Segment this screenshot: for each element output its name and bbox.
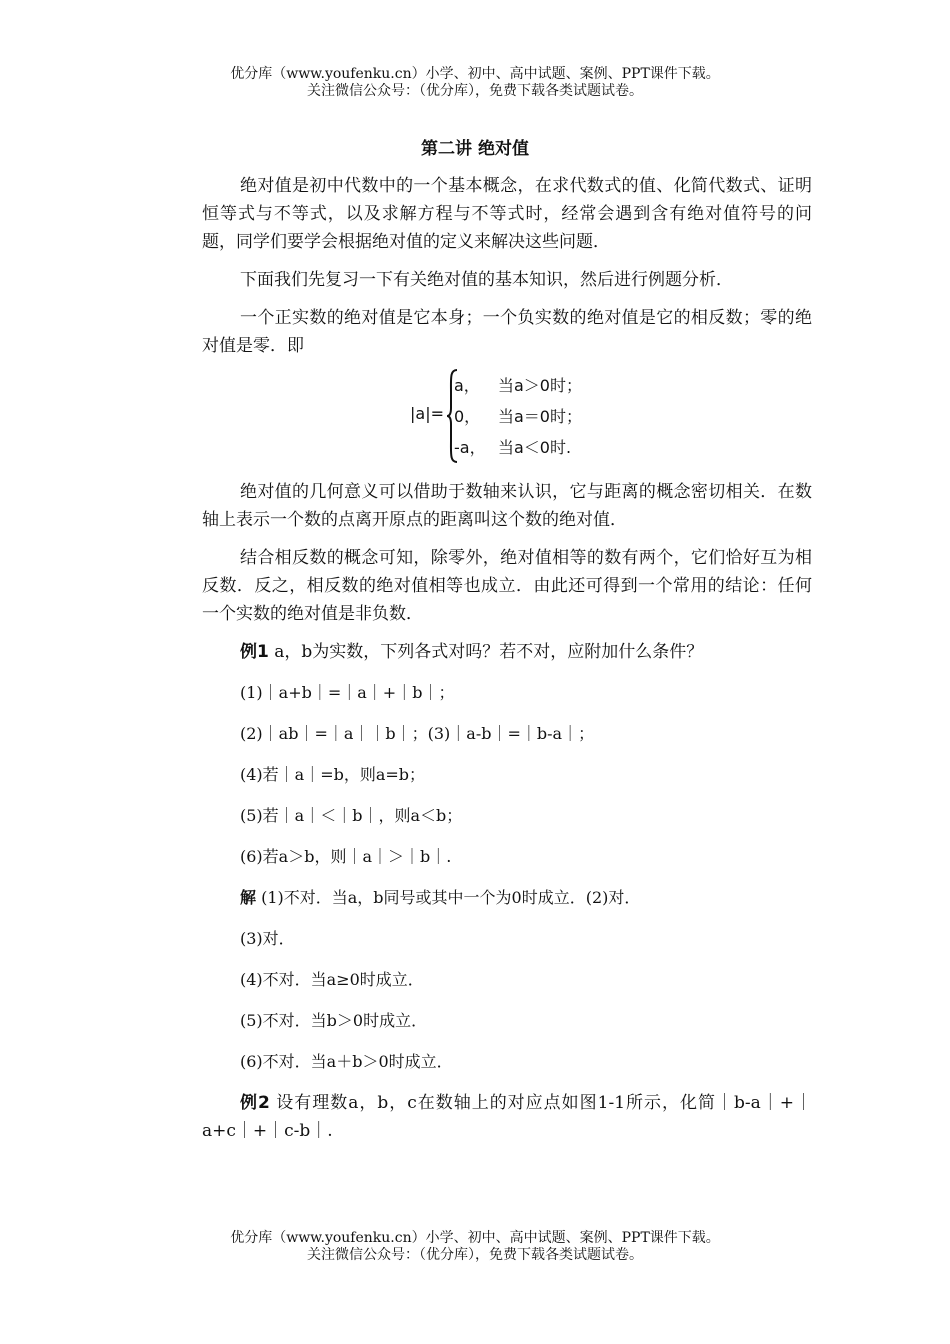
case-condition: 当a＞0时； xyxy=(498,376,582,395)
header-line-2: 关注微信公众号：（优分库），免费下载各类试题试卷。 xyxy=(307,83,643,99)
example-1-item-6: (6)若a＞b，则｜a｜＞｜b｜. xyxy=(240,847,452,866)
example-1-item-2: (2)｜ab｜=｜a｜｜b｜；(3)｜a-b｜=｜b-a｜； xyxy=(240,724,595,743)
formula-case-2 xyxy=(454,401,582,432)
example-1-statement xyxy=(202,638,812,666)
document-body xyxy=(202,172,812,1145)
footer-line-1: 优分库（www.youfenku.cn）小学、初中、高中试题、案例、PPT课件下载。 xyxy=(230,1230,720,1246)
intro-paragraph-3: 一个正实数的绝对值是它本身；一个负实数的绝对值是它的相反数；零的绝对值是零．即 xyxy=(202,308,812,356)
absolute-value-definition-formula xyxy=(202,368,812,468)
formula-case-1 xyxy=(454,370,582,401)
example-2-statement xyxy=(202,1089,812,1145)
page-header xyxy=(0,66,950,100)
page-title: 第二讲 绝对值 xyxy=(421,139,529,159)
example-2-label: 例2 xyxy=(240,1093,270,1113)
formula-lhs: |a|= xyxy=(410,404,444,423)
formula-case-3 xyxy=(454,432,582,463)
intro-paragraph-2: 下面我们先复习一下有关绝对值的基本知识，然后进行例题分析． xyxy=(240,270,733,290)
opposite-numbers-paragraph: 结合相反数的概念可知，除零外，绝对值相等的数有两个，它们恰好互为相反数．反之，相反数的绝对值相等也成立．由此还可得到一个常用的结论：任何一个实数的绝对值是非负数． xyxy=(202,548,812,624)
case-value: -a， xyxy=(454,438,486,457)
solution-1-item-4: (4)不对．当a≥0时成立． xyxy=(240,970,424,989)
example-1-text: a，b为实数，下列各式对吗？若不对，应附加什么条件？ xyxy=(268,642,704,662)
case-value: 0， xyxy=(454,407,481,426)
case-condition: 当a＜0时. xyxy=(498,438,572,457)
solution-1-item-6: (6)不对．当a＋b＞0时成立． xyxy=(240,1052,453,1071)
solution-1-label: 解 xyxy=(240,888,257,907)
solution-1-statement xyxy=(202,884,812,912)
case-value: a， xyxy=(454,376,480,395)
example-1-item-5: (5)若｜a｜＜｜b｜，则a＜b； xyxy=(240,806,463,825)
geometric-meaning-paragraph: 绝对值的几何意义可以借助于数轴来认识，它与距离的概念密切相关．在数轴上表示一个数的点离开原点的距离叫这个数的绝对值． xyxy=(202,482,812,530)
intro-paragraph-1: 绝对值是初中代数中的一个基本概念，在求代数式的值、化简代数式、证明恒等式与不等式，以及求解方程与不等式时，经常会遇到含有绝对值符号的问题，同学们要学会根据绝对值的定义来解决这些问题． xyxy=(202,176,812,252)
formula-cases xyxy=(454,370,582,463)
solution-1-item-3: (3)对． xyxy=(240,929,295,948)
example-1-label: 例1 xyxy=(240,642,269,662)
example-1-item-4: (4)若｜a｜=b，则a=b； xyxy=(240,765,426,784)
solution-1-text: (1)不对．当a，b同号或其中一个为0时成立．(2)对． xyxy=(256,888,641,907)
page-footer xyxy=(0,1230,950,1264)
solution-1-item-5: (5)不对．当b＞0时成立． xyxy=(240,1011,428,1030)
case-condition: 当a＝0时； xyxy=(498,407,582,426)
example-2-text: 设有理数a，b，c在数轴上的对应点如图1-1所示，化简｜b-a｜+｜a+c｜+｜c-b｜. xyxy=(202,1093,812,1141)
footer-line-2: 关注微信公众号：（优分库），免费下载各类试题试卷。 xyxy=(307,1247,643,1263)
example-1-item-1: (1)｜a+b｜=｜a｜+｜b｜； xyxy=(240,683,455,702)
header-line-1: 优分库（www.youfenku.cn）小学、初中、高中试题、案例、PPT课件下载。 xyxy=(230,66,720,82)
